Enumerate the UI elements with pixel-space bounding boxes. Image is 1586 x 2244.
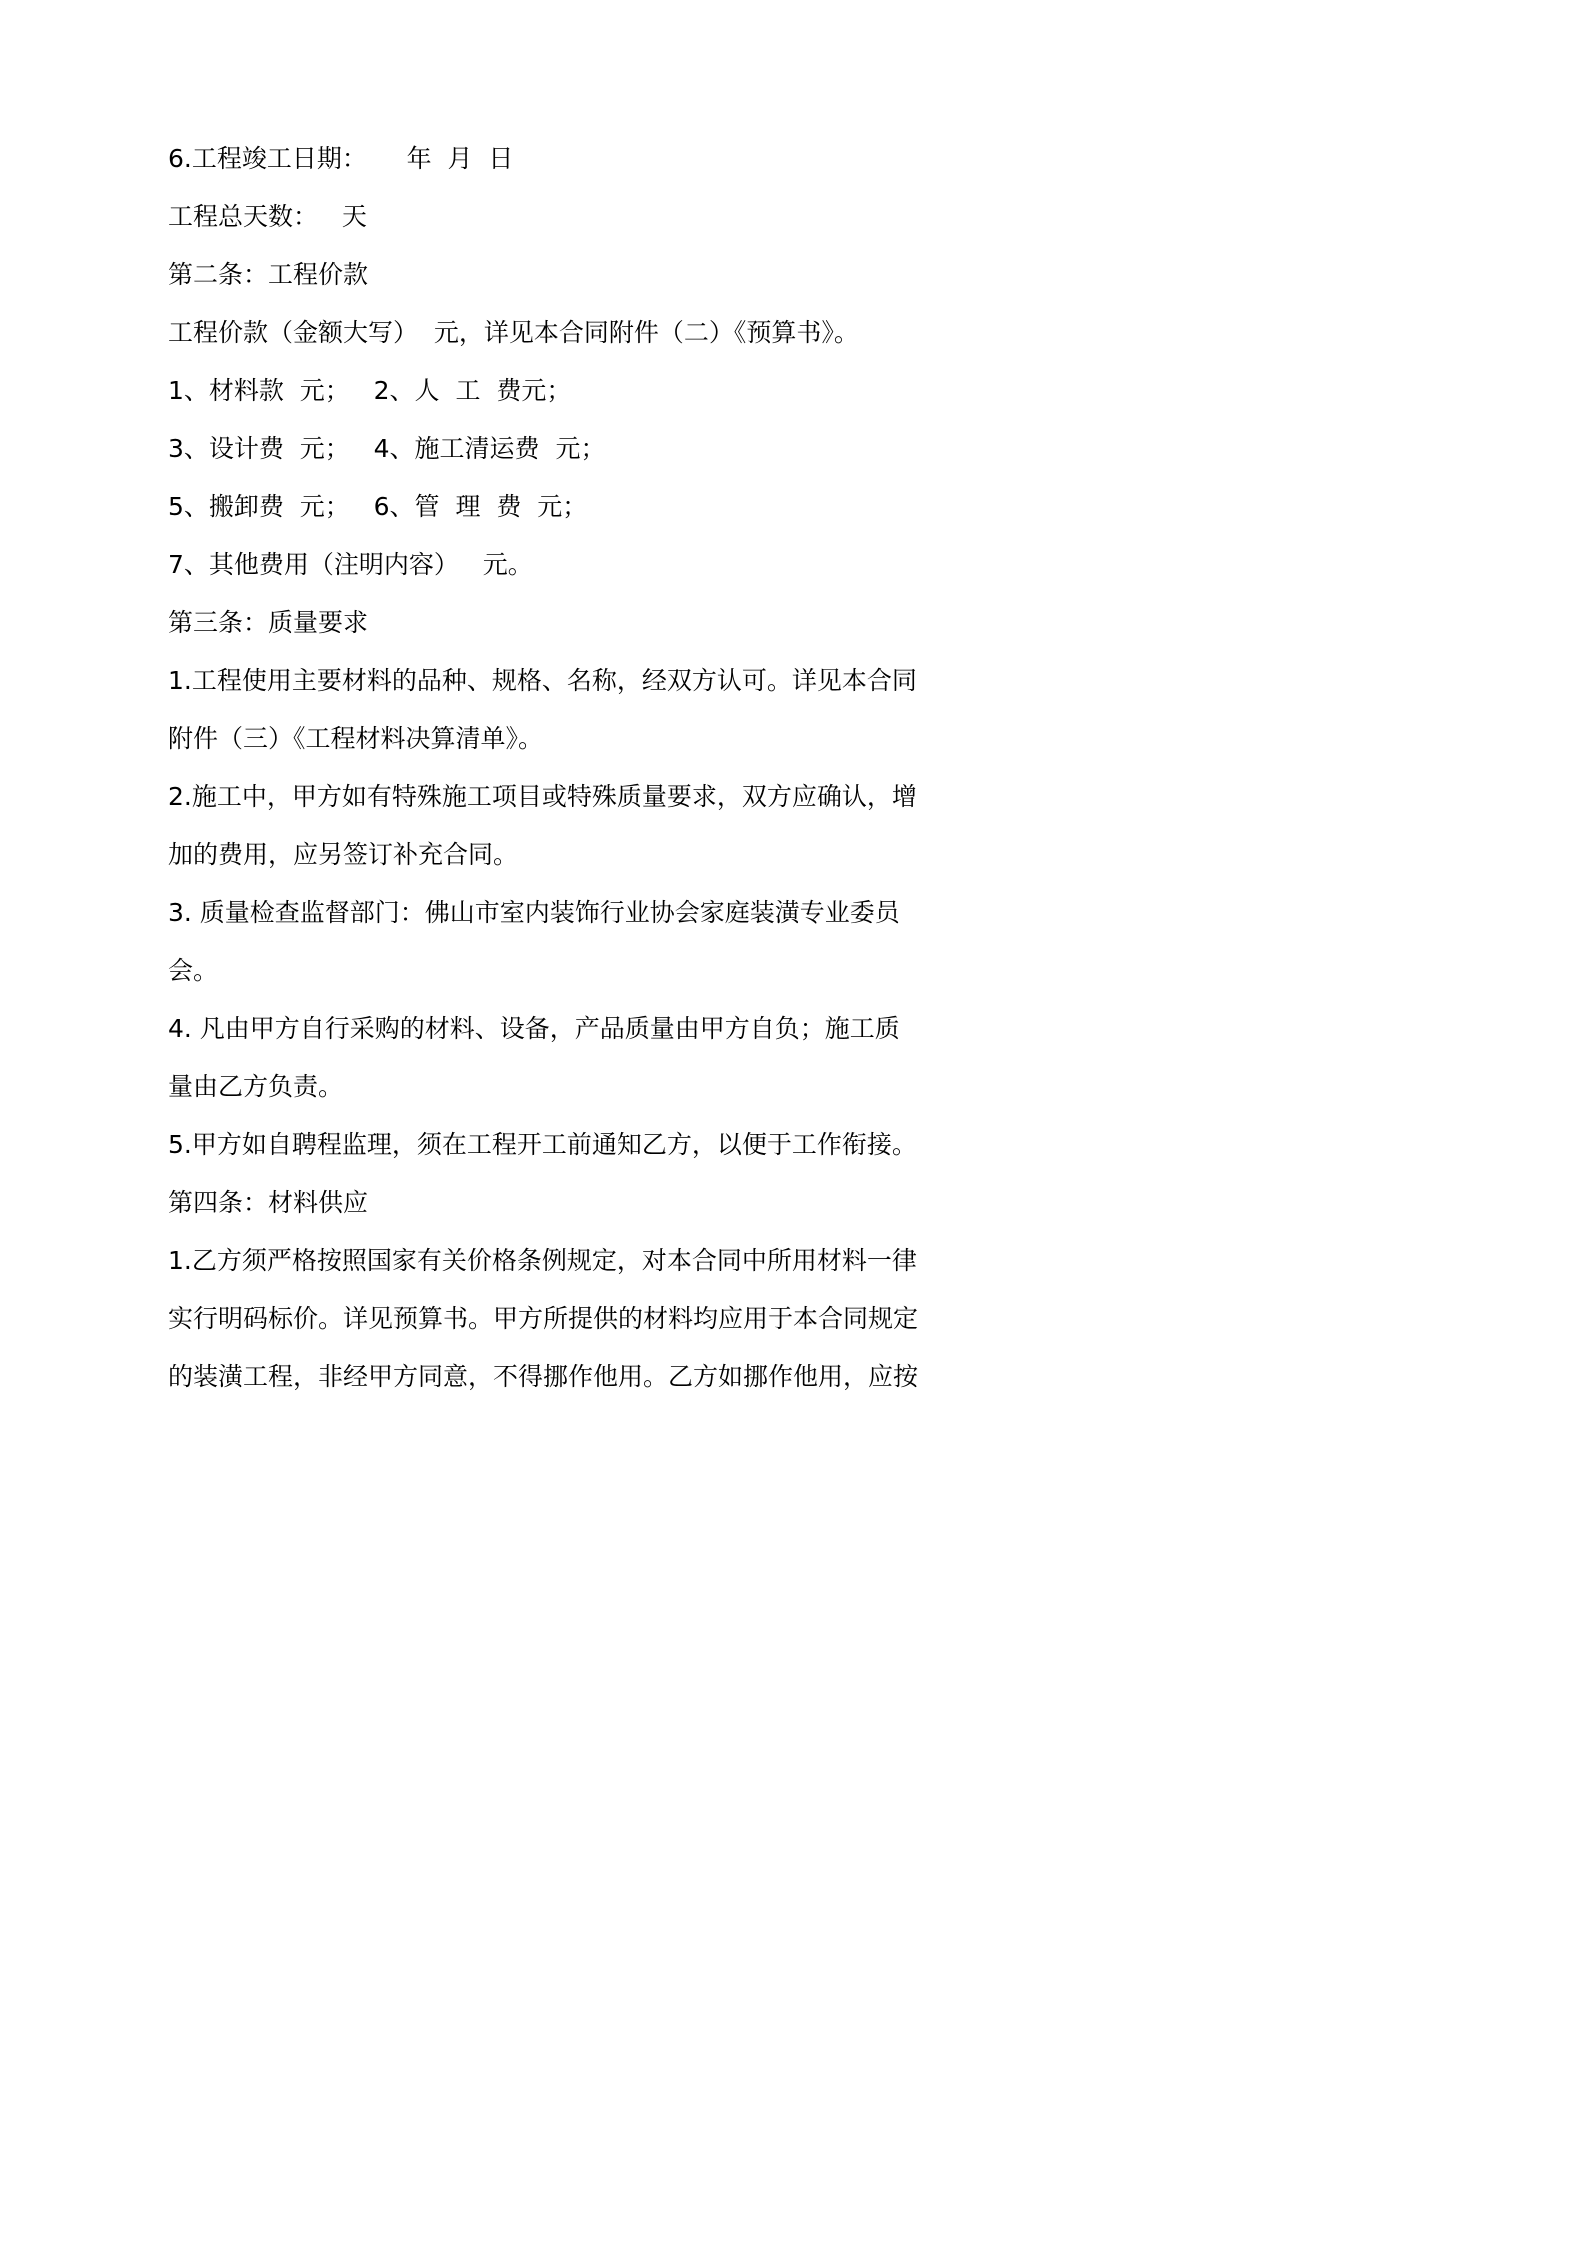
total-days-line: 工程总天数： 天 — [168, 202, 367, 231]
document-body — [168, 130, 948, 1406]
completion-date-line: 6.工程竣工日期： 年 月 日 — [168, 144, 514, 173]
cost-items-line-4: 7、其他费用（注明内容） 元。 — [168, 550, 533, 579]
quality-clause-4-line-2: 量由乙方负责。 — [168, 1072, 344, 1101]
quality-clause-4-line-1: 4. 凡由甲方自行采购的材料、设备，产品质量由甲方自负；施工质 — [168, 1014, 900, 1043]
cost-items-line-2: 3、设计费 元； 4、施工清运费 元； — [168, 434, 606, 463]
article-4-heading: 第四条：材料供应 — [168, 1188, 369, 1217]
project-price-line: 工程价款（金额大写） 元，详见本合同附件（二）《预算书》。 — [168, 318, 859, 347]
supply-clause-1-line-1: 1.乙方须严格按照国家有关价格条例规定，对本合同中所用材料一律 — [168, 1246, 917, 1275]
quality-clause-1-line-2: 附件（三）《工程材料决算清单》。 — [168, 724, 544, 753]
article-2-heading: 第二条：工程价款 — [168, 260, 369, 289]
quality-clause-2-line-2: 加的费用，应另签订补充合同。 — [168, 840, 519, 869]
quality-clause-5: 5.甲方如自聘程监理，须在工程开工前通知乙方，以便于工作衔接。 — [168, 1130, 917, 1159]
supply-clause-1-line-2: 实行明码标价。详见预算书。甲方所提供的材料均应用于本合同规定 — [168, 1304, 919, 1333]
quality-clause-3-line-2: 会。 — [168, 956, 219, 985]
supply-clause-1-line-3: 的装潢工程，非经甲方同意，不得挪作他用。乙方如挪作他用，应按 — [168, 1362, 919, 1391]
article-3-heading: 第三条：质量要求 — [168, 608, 369, 637]
quality-clause-3-line-1: 3. 质量检查监督部门：佛山市室内装饰行业协会家庭装潢专业委员 — [168, 898, 900, 927]
cost-items-line-3: 5、搬卸费 元； 6、管 理 费 元； — [168, 492, 588, 521]
cost-items-line-1: 1、材料款 元； 2、人 工 费元； — [168, 376, 572, 405]
document-page — [0, 0, 1104, 1562]
quality-clause-2-line-1: 2.施工中，甲方如有特殊施工项目或特殊质量要求，双方应确认，增 — [168, 782, 917, 811]
quality-clause-1-line-1: 1.工程使用主要材料的品种、规格、名称，经双方认可。详见本合同 — [168, 666, 917, 695]
